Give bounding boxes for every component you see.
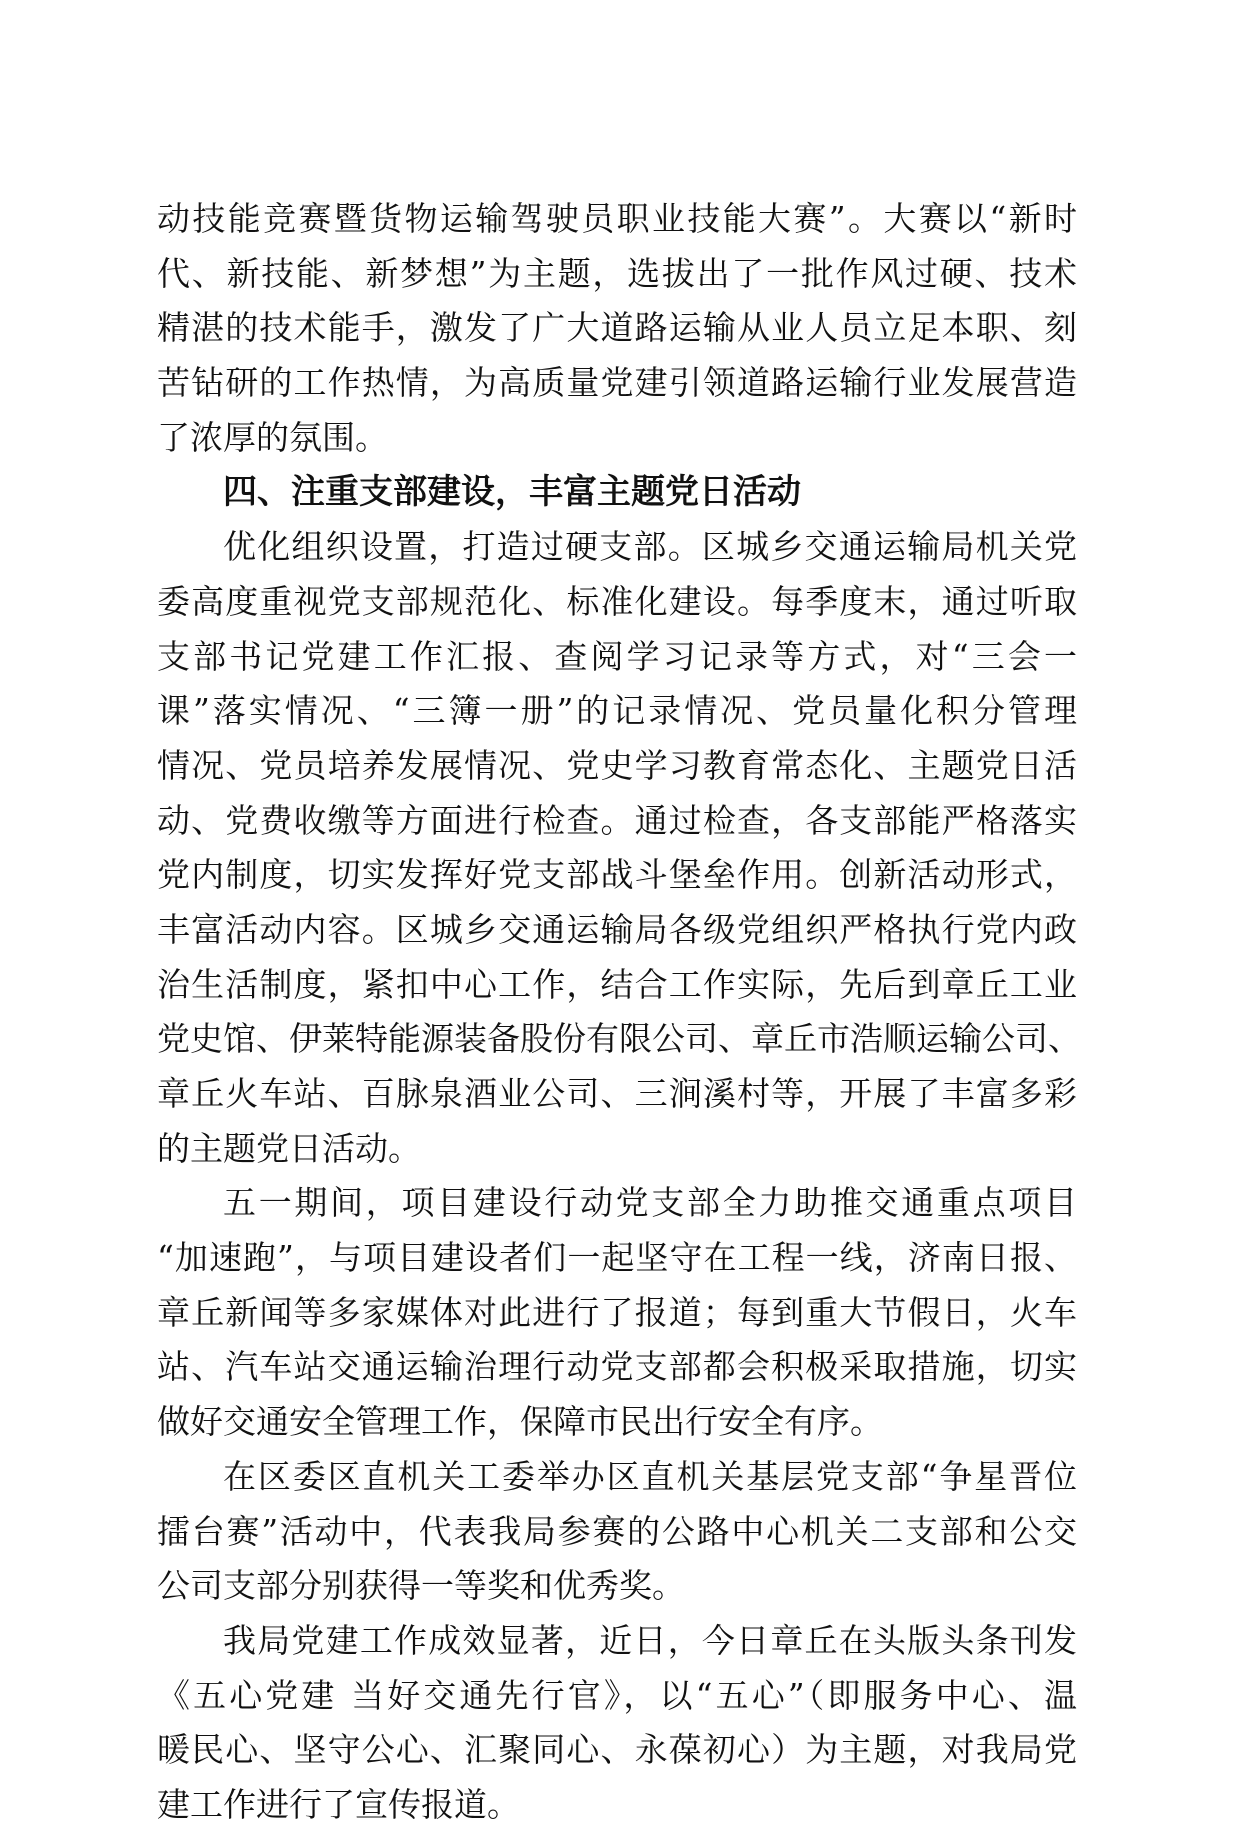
text-line: 站、汽车站交通运输治理行动党支部都会积极采取措施，切实 <box>157 1347 1077 1387</box>
text-line: 动、党费收缴等方面进行检查。通过检查，各支部能严格落实 <box>157 800 1077 840</box>
text-line: 了浓厚的氛围。 <box>157 417 388 457</box>
text-line: 党史馆、伊莱特能源装备股份有限公司、章丘市浩顺运输公司、 <box>157 1019 1081 1059</box>
paragraph <box>157 520 1081 1176</box>
text-line: 《五心党建 当好交通先行官》，以“五心”（即服务中心、温 <box>157 1675 1077 1715</box>
text-line: 的主题党日活动。 <box>157 1128 421 1168</box>
paragraph <box>157 1450 1077 1614</box>
text-line: 暖民心、坚守公心、汇聚同心、永葆初心）为主题，对我局党 <box>157 1730 1077 1770</box>
text-line: 情况、党员培养发展情况、党史学习教育常态化、主题党日活 <box>157 745 1077 785</box>
text-line: 章丘火车站、百脉泉酒业公司、三涧溪村等，开展了丰富多彩 <box>157 1074 1077 1113</box>
text-line: 委高度重视党支部规范化、标准化建设。每季度末，通过听取 <box>157 581 1077 621</box>
text-line: 章丘新闻等多家媒体对此进行了报道；每到重大节假日，火车 <box>157 1292 1077 1332</box>
paragraph <box>157 1176 1077 1449</box>
text-line: 公司支部分别获得一等奖和优秀奖。 <box>157 1566 685 1606</box>
text-line: 在区委区直机关工委举办区直机关基层党支部“争星晋位 <box>223 1456 1077 1496</box>
text-line: 苦钻研的工作热情，为高质量党建引领道路运输行业发展营造 <box>157 363 1077 403</box>
text-line: 我局党建工作成效显著，近日，今日章丘在头版头条刊发 <box>223 1620 1077 1660</box>
text-line: 做好交通安全管理工作，保障市民出行安全有序。 <box>157 1402 883 1442</box>
text-line: 丰富活动内容。区城乡交通运输局各级党组织严格执行党内政 <box>157 909 1077 949</box>
text-line: 建工作进行了宣传报道。 <box>157 1784 520 1824</box>
document-body <box>157 192 1081 1833</box>
text-line: 擂台赛”活动中，代表我局参赛的公路中心机关二支部和公交 <box>157 1511 1077 1551</box>
section-heading: 四、注重支部建设，丰富主题党日活动 <box>223 472 801 513</box>
text-line: “加速跑”，与项目建设者们一起坚守在工程一线，济南日报、 <box>157 1238 1077 1278</box>
text-line: 课”落实情况、“三簿一册”的记录情况、党员量化积分管理 <box>157 691 1077 731</box>
text-line: 优化组织设置，打造过硬支部。区城乡交通运输局机关党 <box>223 527 1077 567</box>
text-line: 党内制度，切实发挥好党支部战斗堡垒作用。创新活动形式， <box>157 855 1077 895</box>
paragraph-continued <box>157 192 1077 465</box>
text-line: 治生活制度，紧扣中心工作，结合工作实际，先后到章丘工业 <box>157 964 1077 1004</box>
paragraph <box>157 1614 1077 1833</box>
text-line: 代、新技能、新梦想”为主题，选拔出了一批作风过硬、技术 <box>157 253 1077 293</box>
text-line: 五一期间，项目建设行动党支部全力助推交通重点项目 <box>223 1183 1077 1223</box>
text-line: 动技能竞赛暨货物运输驾驶员职业技能大赛”。大赛以“新时 <box>157 199 1077 238</box>
text-line: 支部书记党建工作汇报、查阅学习记录等方式，对“三会一 <box>157 636 1077 676</box>
text-line: 精湛的技术能手，激发了广大道路运输从业人员立足本职、刻 <box>157 308 1077 348</box>
